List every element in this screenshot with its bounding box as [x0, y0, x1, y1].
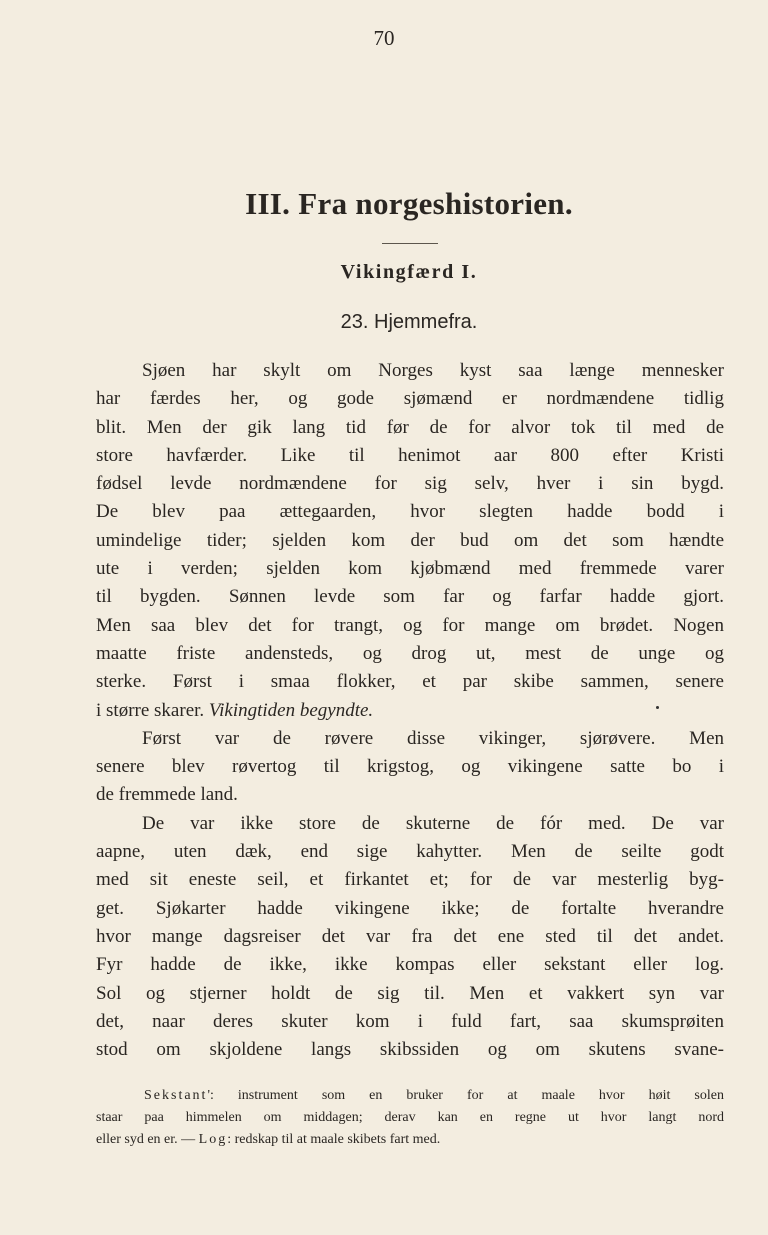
footnote-line	[96, 1129, 724, 1151]
footnote-line	[96, 1085, 724, 1107]
text-line: med sit eneste seil, et firkantet et; for de var mesterlig byg-	[96, 869, 724, 891]
text-span: i større skarer.	[96, 699, 205, 721]
text-line: Sol og stjerner holdt de sig til. Men et vakkert syn var	[96, 982, 724, 1004]
body-text	[96, 357, 724, 1064]
footnote-text: eller syd en er. —	[96, 1132, 196, 1147]
text-line: de fremmede land.	[96, 784, 238, 806]
text-line: Men saa blev det for trangt, og for mange om brødet. Nogen	[96, 614, 724, 636]
text-line: Fyr hadde de ikke, ikke kompas eller sekstant eller log.	[96, 954, 724, 976]
text-line: De var ikke store de skuterne de fór med. De var	[142, 812, 724, 834]
text-line: blit. Men der gik lang tid før de for alvor tok til med de	[96, 416, 724, 438]
footnote-term: Log	[198, 1132, 228, 1147]
text-line: maatte friste andensteds, og drog ut, mest de unge og	[96, 642, 724, 664]
text-line: get. Sjøkarter hadde vikingene ikke; de fortalte hverandre	[96, 897, 724, 919]
text-line: har færdes her, og gode sjømænd er nordmændene tidlig	[96, 388, 724, 410]
text-line: til bygden. Sønnen levde som far og farfar hadde gjort.	[96, 586, 724, 608]
chapter-title: 23. Hjemmefra.	[340, 311, 478, 333]
subsection-title: Vikingfærd I.	[340, 261, 478, 283]
text-line: Sjøen har skylt om Norges kyst saa længe mennesker	[142, 360, 724, 381]
text-line	[96, 697, 724, 725]
text-line: det, naar deres skuter kom i fuld fart, saa skumsprøiten	[96, 1010, 724, 1032]
text-line: De blev paa ættegaarden, hvor slegten hadde bodd i	[96, 501, 724, 523]
text-line: fødsel levde nordmændene for sig selv, hver i sin bygd.	[96, 473, 724, 495]
footnote-text: : redskap til at maale skibets fart med.	[227, 1132, 441, 1147]
text-line: Først var de røvere disse vikinger, sjørøvere. Men	[142, 727, 724, 749]
text-line: umindelige tider; sjelden kom der bud om det som hændte	[96, 529, 724, 551]
italic-phrase: Vikingtiden begyndte.	[208, 699, 374, 721]
text-line: ute i verden; sjelden kom kjøbmænd med fremmede varer	[96, 558, 724, 580]
ink-speck	[656, 706, 659, 709]
footnote	[96, 1085, 724, 1151]
footnote-term: Sekstant	[144, 1088, 208, 1103]
title-divider	[382, 243, 438, 244]
text-line: senere blev røvertog til krigstog, og vikingene satte bo i	[96, 756, 724, 778]
footnote-mark: '	[207, 1088, 210, 1103]
text-line: hvor mange dagsreiser det var fra det ene sted til det andet.	[96, 925, 724, 947]
text-line: store havfærder. Like til henimot aar 800 efter Kristi	[96, 444, 724, 466]
text-line: stod om skjoldene langs skibssiden og om skutens svane-	[96, 1039, 724, 1061]
footnote-line: staar paa himmelen om middagen; derav kan en regne ut hvor langt nord	[96, 1110, 724, 1125]
section-title: III. Fra norgeshistorien.	[245, 186, 573, 221]
footnote-text: : instrument som en bruker for at maale hvor høit solen	[209, 1088, 724, 1103]
text-line: aapne, uten dæk, end sige kahytter. Men de seilte godt	[96, 841, 724, 863]
text-line: sterke. Først i smaa flokker, et par skibe sammen, senere	[96, 671, 724, 693]
page-number: 70	[373, 26, 395, 50]
